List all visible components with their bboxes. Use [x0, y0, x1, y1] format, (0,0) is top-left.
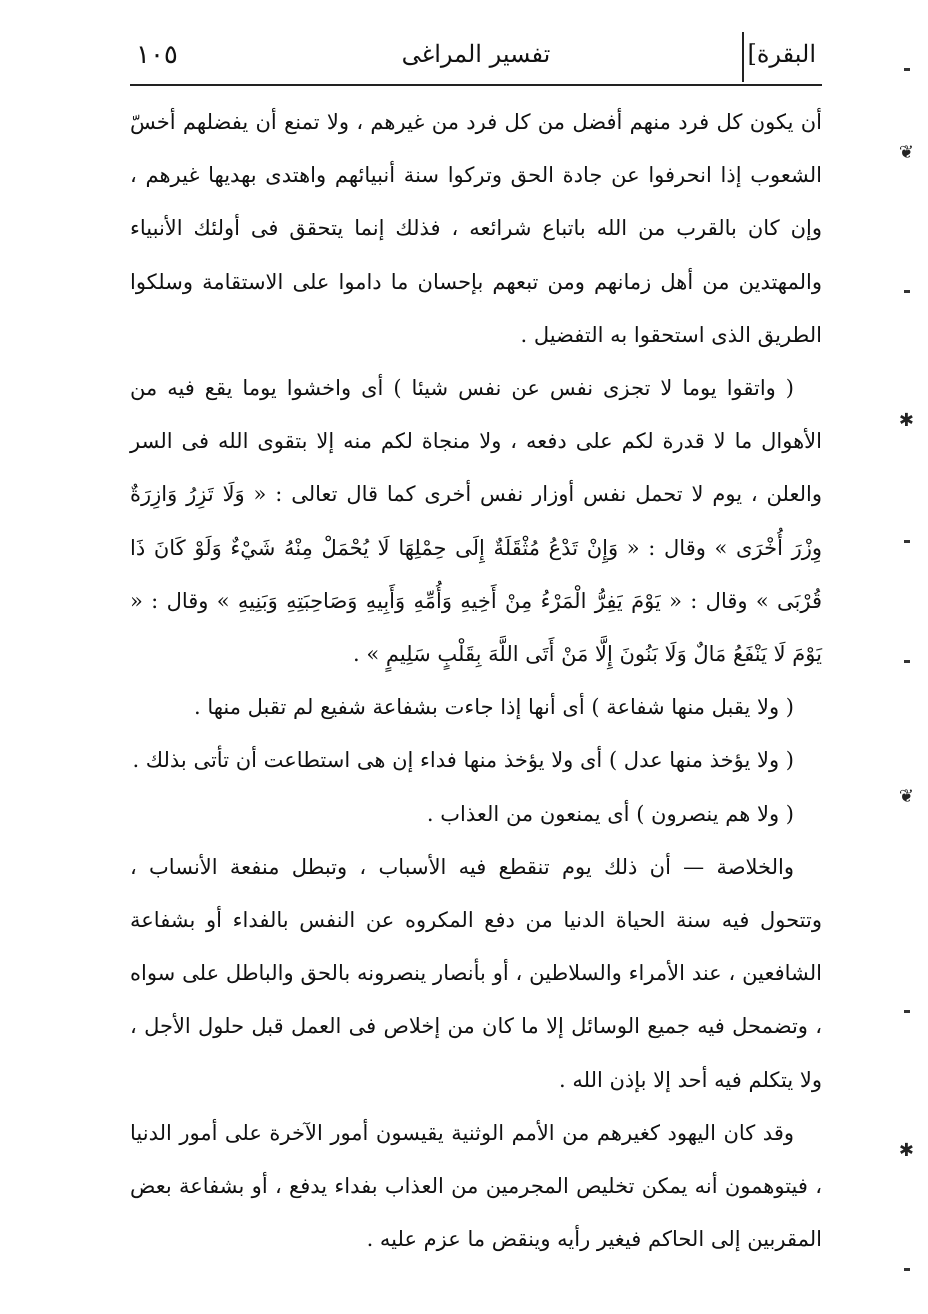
paragraph-4: ( ولا يؤخذ منها عدل ) أى ولا يؤخذ منها فداء إن هى استطاعت أن تأتى بذلك .: [132, 748, 794, 773]
margin-ornament: ✱: [898, 410, 914, 431]
paragraph-7: وقد كان اليهود كغيرهم من الأمم الوثنية يقيسون أمور الآخرة على أمور الدنيا ، فيتوهمون أنه يمكن تخليص المجرمين من العذاب بفداء يدفع ، أو بشفاعة بعض المقربين إلى الحاكم فيغير رأيه وينقض ما عزم عليه .: [130, 1120, 822, 1252]
margin-dot: [904, 1268, 910, 1271]
page-header: [130, 30, 822, 86]
paragraph-5: ( ولا هم ينصرون ) أى يمنعون من العذاب .: [426, 801, 794, 826]
margin-ornament: ✱: [898, 1140, 914, 1161]
book-title: تفسير المراغى: [401, 40, 551, 68]
margin-dot: [904, 290, 910, 293]
surah-title: البقرة]: [747, 40, 816, 68]
margin-dot: [904, 68, 910, 71]
page-body: [130, 96, 822, 1266]
header-rule: [130, 84, 822, 86]
paragraph-6: والخلاصة — أن ذلك يوم تنقطع فيه الأسباب ، وتبطل منفعة الأنساب ، وتتحول فيه سنة الحياة الدنيا من دفع المكروه عن النفس بالفداء أو بشفاعة الشافعين ، عند الأمراء والسلاطين ، أو بأنصار ينصرونه بالحق والباطل على سواه ، وتضمحل فيه جميع الوسائل إلا ما كان من إخلاص فى العمل قبل حلول الأجل ، ولا يتكلم فيه أحد إلا بإذن الله .: [130, 854, 822, 1092]
paragraph-1: أن يكون كل فرد منهم أفضل من كل فرد من غيرهم ، ولا تمنع أن يفضلهم أخسّ الشعوب إذا انحرفوا عن جادة الحق وتركوا سنة أنبيائهم واهتدى بهديها غيرهم ، وإن كان بالقرب من الله باتباع شرائعه ، فذلك إنما يتحقق فى أولئك الأنبياء والمهتدين من أهل زمانهم ومن تبعهم بإحسان ما داموا على الاستقامة وسلكوا الطريق الذى استحقوا به التفضيل .: [130, 110, 822, 347]
margin-dot: [904, 660, 910, 663]
paragraph-2: ( واتقوا يوما لا تجزى نفس عن نفس شيئا ) أى واخشوا يوما يقع فيه من الأهوال ما لا قدرة لكم على دفعه ، ولا منجاة لكم منه إلا بتقوى الله فى السر والعلن ، يوم لا تحمل نفس أوزار نفس أخرى كما قال تعالى : « وَلَا تَزِرُ وَازِرَةٌ وِزْرَ أُخْرَى » وقال : « وَإِنْ تَدْعُ مُثْقَلَةٌ إِلَى حِمْلِهَا لَا يُحْمَلْ مِنْهُ شَيْءٌ وَلَوْ كَانَ ذَا قُرْبَى » وقال : « يَوْمَ يَفِرُّ الْمَرْءُ مِنْ أَخِيهِ وَأُمِّهِ وَأَبِيهِ وَصَاحِبَتِهِ وَبَنِيهِ » وقال : « يَوْمَ لَا يَنْفَعُ مَالٌ وَلَا بَنُونَ إِلَّا مَنْ أَتَى اللَّهَ بِقَلْبٍ سَلِيمٍ » .: [130, 376, 822, 667]
margin-ornament: ❦: [898, 786, 914, 807]
margin-ornament: ❦: [898, 142, 914, 163]
margin-dot: [904, 540, 910, 543]
page-number: ١٠٥: [136, 40, 178, 70]
margin-dot: [904, 1010, 910, 1013]
paragraph-3: ( ولا يقبل منها شفاعة ) أى أنها إذا جاءت بشفاعة شفيع لم تقبل منها .: [193, 695, 794, 720]
